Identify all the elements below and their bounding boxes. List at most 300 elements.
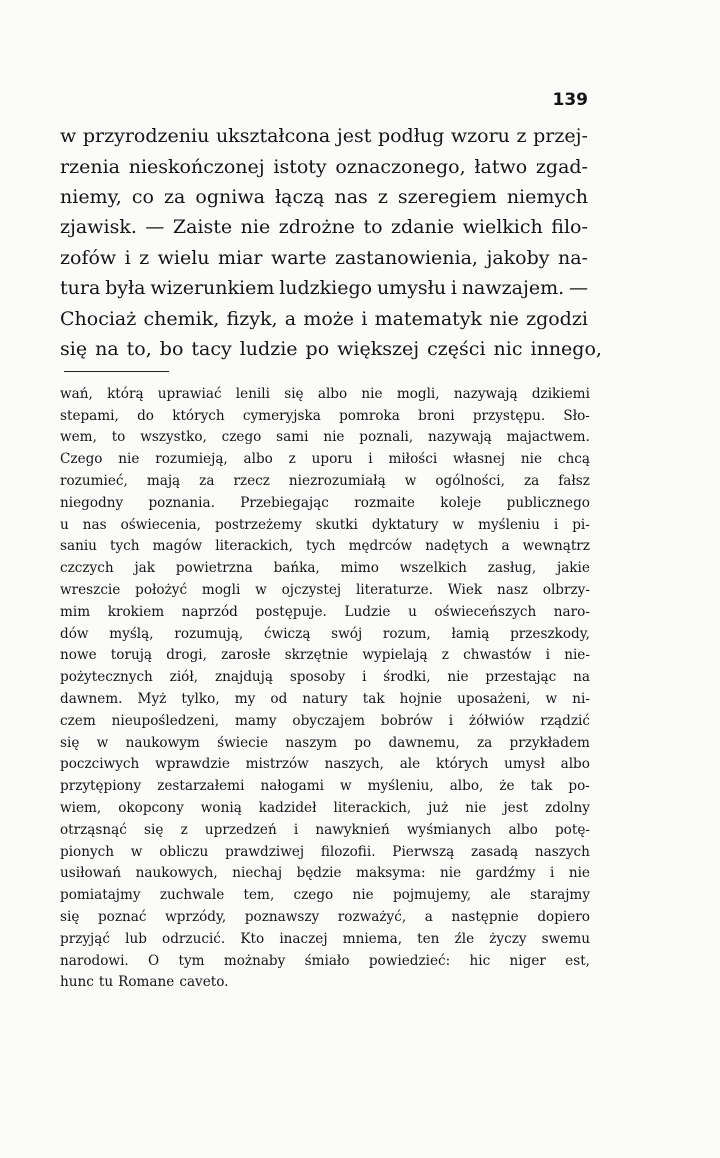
- word: myślą,: [109, 625, 154, 642]
- word: matematyk: [374, 307, 483, 330]
- word: za: [164, 185, 186, 208]
- word: z: [377, 185, 388, 208]
- word: nieupośledzeni,: [111, 712, 220, 729]
- word: ukształcona: [215, 125, 331, 148]
- footnote-line: [60, 383, 590, 405]
- word: dawnemu,: [388, 734, 460, 751]
- word: mistrzów: [245, 756, 309, 773]
- word: inaczej: [279, 930, 328, 947]
- word: jakoby: [486, 246, 550, 269]
- word: na: [95, 337, 119, 360]
- word: czem: [60, 712, 96, 729]
- word: w: [255, 582, 267, 599]
- word: otrząsnąć: [60, 821, 127, 838]
- word: czego: [293, 887, 334, 904]
- word: za: [199, 473, 215, 490]
- word: niechaj: [232, 865, 283, 882]
- word: odrzucić.: [162, 930, 226, 947]
- word: usiłowań: [60, 865, 122, 882]
- word: części: [427, 337, 486, 360]
- word: ogniwa: [195, 185, 265, 208]
- word: zdrożne: [278, 216, 355, 239]
- word: przeszkody,: [510, 625, 590, 642]
- main-text-line: [60, 151, 588, 181]
- main-text-line: [60, 243, 588, 273]
- word: w: [545, 691, 558, 708]
- word: gardźmy: [475, 865, 536, 882]
- word: zofów: [60, 246, 117, 269]
- word: wszelkich: [399, 560, 467, 577]
- page-number: 139: [552, 90, 588, 110]
- word: nazywają: [428, 429, 492, 446]
- word: się: [144, 821, 164, 838]
- word: wprawdzie: [155, 756, 230, 773]
- word: się: [284, 385, 304, 402]
- word: uprzedzeń: [204, 821, 277, 838]
- word: śmiało: [304, 952, 350, 969]
- word: —: [569, 277, 588, 300]
- word: rozumieć,: [60, 473, 128, 490]
- word: Kto: [240, 930, 265, 947]
- word: możnaby: [223, 952, 286, 969]
- word: żółwiów: [468, 712, 525, 729]
- word: naukowych,: [135, 865, 218, 882]
- word: od: [270, 691, 288, 708]
- footnote-line: [60, 492, 590, 514]
- word: mimo: [340, 560, 379, 577]
- word: oznaczonego,: [335, 155, 466, 178]
- word: nie: [440, 865, 462, 882]
- word: jakie: [556, 560, 590, 577]
- word: Romane: [118, 974, 175, 991]
- word: prawdziwej: [225, 843, 305, 860]
- word: zdanie: [391, 216, 455, 239]
- footnote-line: [60, 775, 590, 797]
- word: natury: [302, 691, 348, 708]
- footnote-line: [60, 754, 590, 776]
- word: naszych: [534, 843, 590, 860]
- word: lub: [125, 930, 147, 947]
- word: okopcony: [118, 800, 184, 817]
- word: oświeceńszych: [434, 603, 537, 620]
- word: w: [452, 516, 465, 533]
- footnote-line: [60, 601, 590, 623]
- word: po-: [568, 778, 590, 795]
- word: uposażeni,: [457, 691, 531, 708]
- word: wań,: [60, 385, 93, 402]
- word: życzy: [489, 930, 527, 947]
- word: drogi,: [166, 647, 207, 664]
- word: wprzódy,: [165, 909, 227, 926]
- word: poznali,: [359, 429, 414, 446]
- word: mim: [60, 603, 91, 620]
- word: przej-: [533, 125, 588, 148]
- word: ten: [417, 930, 440, 947]
- word: i: [545, 647, 551, 664]
- word: zjawisk.: [60, 216, 137, 239]
- word: zestarzałemi: [157, 778, 245, 795]
- footnote-line: [60, 841, 590, 863]
- word: na-: [557, 246, 588, 269]
- word: tym: [178, 952, 205, 969]
- word: miar: [218, 246, 263, 269]
- footnote-line: [60, 732, 590, 754]
- word: a: [424, 909, 433, 926]
- word: nawyknień: [315, 821, 390, 838]
- word: po: [305, 337, 330, 360]
- word: i: [124, 246, 131, 269]
- word: naukowym: [125, 734, 200, 751]
- word: Ludzie: [344, 603, 391, 620]
- word: nie: [323, 429, 345, 446]
- word: to: [363, 216, 383, 239]
- word: postrzeżemy: [214, 516, 302, 533]
- word: filo-: [551, 216, 588, 239]
- word: się: [60, 337, 88, 360]
- footnote-line: [60, 536, 590, 558]
- word: rozważyć,: [337, 909, 407, 926]
- word: bo: [159, 337, 184, 360]
- word: kadzideł: [258, 800, 317, 817]
- word: czczych: [60, 560, 114, 577]
- word: obyczajem: [292, 712, 366, 729]
- word: Myż: [137, 691, 167, 708]
- word: sami: [276, 429, 309, 446]
- word: wielu: [157, 246, 210, 269]
- word: naprzód: [181, 603, 238, 620]
- word: jest: [503, 800, 529, 817]
- word: własnej: [453, 451, 506, 468]
- word: magów: [152, 538, 203, 555]
- word: tylko,: [181, 691, 220, 708]
- word: dyktatury: [371, 516, 439, 533]
- word: zuchwale: [159, 887, 225, 904]
- word: krokiem: [107, 603, 165, 620]
- word: fizyk,: [226, 307, 278, 330]
- word: tak: [530, 778, 553, 795]
- word: —: [145, 216, 165, 239]
- word: ojczystej: [281, 582, 342, 599]
- footnote-separator-rule: [64, 371, 169, 372]
- word: naszych,: [324, 756, 384, 773]
- word: niemych: [506, 185, 588, 208]
- word: warte: [270, 246, 327, 269]
- word: stepami,: [60, 407, 119, 424]
- word: powiedzieć:: [368, 952, 451, 969]
- word: my: [234, 691, 256, 708]
- word: saniu: [60, 538, 97, 555]
- word: est,: [565, 952, 590, 969]
- word: starajmy: [530, 887, 590, 904]
- footnote-text: [60, 383, 590, 993]
- word: naro-: [553, 603, 590, 620]
- word: za: [476, 734, 493, 751]
- word: fałsz: [558, 473, 590, 490]
- word: z: [288, 451, 296, 468]
- word: i: [448, 712, 454, 729]
- word: innego,: [530, 337, 602, 360]
- word: u: [60, 516, 69, 533]
- word: w: [130, 843, 143, 860]
- word: zgodzi: [526, 307, 588, 330]
- word: wyśmianych: [406, 821, 492, 838]
- word: miłości: [388, 451, 438, 468]
- footnote-line: [60, 623, 590, 645]
- footnote-line: [60, 579, 590, 601]
- word: przystępu.: [472, 407, 546, 424]
- word: wreszcie: [60, 582, 121, 599]
- word: w: [404, 473, 417, 490]
- footnote-line: [60, 666, 590, 688]
- word: publicznego: [506, 494, 590, 511]
- word: i: [553, 516, 559, 533]
- footnote-line: [60, 928, 590, 950]
- word: położyć: [135, 582, 188, 599]
- word: przytępiony: [60, 778, 142, 795]
- word: skrzętnie: [284, 647, 349, 664]
- word: większej: [337, 337, 420, 360]
- word: nadętych: [425, 538, 489, 555]
- word: nic: [493, 337, 523, 360]
- word: chcą: [557, 451, 590, 468]
- word: ale: [490, 887, 511, 904]
- word: pomroka: [339, 407, 400, 424]
- word: albo: [317, 385, 348, 402]
- word: albo,: [449, 778, 484, 795]
- word: albo: [508, 821, 538, 838]
- word: zasadą: [470, 843, 519, 860]
- word: majactwem.: [506, 429, 590, 446]
- word: tu: [98, 974, 114, 991]
- main-text-line: [60, 121, 588, 151]
- word: tacy: [191, 337, 232, 360]
- word: bobrów: [380, 712, 433, 729]
- word: mogli: [201, 582, 241, 599]
- word: szeregiem: [397, 185, 497, 208]
- word: dów: [60, 625, 89, 642]
- word: myśleniu,: [367, 778, 434, 795]
- footnote-line: [60, 797, 590, 819]
- word: albo: [243, 451, 273, 468]
- word: Zaiste: [172, 216, 233, 239]
- word: w: [339, 778, 352, 795]
- word: broni: [418, 407, 455, 424]
- word: nie: [240, 216, 271, 239]
- word: rzecz: [233, 473, 270, 490]
- word: przyjąć: [60, 930, 110, 947]
- word: nie: [489, 307, 519, 330]
- word: podług: [377, 125, 445, 148]
- word: rozumują,: [174, 625, 244, 642]
- word: z: [441, 647, 449, 664]
- word: nie: [118, 451, 140, 468]
- footnote-line: [60, 557, 590, 579]
- word: za: [523, 473, 540, 490]
- word: Sło-: [563, 407, 590, 424]
- word: tych: [306, 538, 336, 555]
- word: rozmaite: [354, 494, 415, 511]
- word: caveto.: [179, 974, 229, 991]
- word: znajdują: [214, 669, 273, 686]
- footnote-line: [60, 863, 590, 885]
- word: umysł: [504, 756, 545, 773]
- word: z: [180, 821, 188, 838]
- word: hic: [469, 952, 491, 969]
- word: po: [354, 734, 372, 751]
- word: wzoru: [450, 125, 510, 148]
- word: wem,: [60, 429, 97, 446]
- word: dopiero: [537, 909, 590, 926]
- word: mogli,: [396, 385, 440, 402]
- word: których: [435, 756, 489, 773]
- footnote-line: [60, 427, 590, 449]
- word: lenili: [235, 385, 270, 402]
- word: z: [139, 246, 150, 269]
- word: łatwo: [474, 155, 528, 178]
- word: potę-: [554, 821, 590, 838]
- word: zdolny: [545, 800, 590, 817]
- word: mędrców: [348, 538, 413, 555]
- word: ogólności,: [435, 473, 505, 490]
- word: w: [96, 734, 109, 751]
- footnote-line: [60, 645, 590, 667]
- word: ludzkiego: [279, 277, 373, 300]
- word: i: [362, 669, 367, 686]
- footnote-line: [60, 688, 590, 710]
- word: nie: [447, 669, 469, 686]
- word: na: [573, 669, 590, 686]
- word: poczciwych: [60, 756, 140, 773]
- word: nie: [465, 800, 487, 817]
- main-text-line: [60, 212, 588, 242]
- word: niezrozumiałą: [288, 473, 386, 490]
- word: których: [172, 407, 225, 424]
- word: filozofii.: [320, 843, 376, 860]
- word: ni-: [572, 691, 590, 708]
- word: obliczu: [159, 843, 209, 860]
- word: cymeryjska: [242, 407, 321, 424]
- word: już: [428, 800, 449, 817]
- word: nawzajem.: [461, 277, 565, 300]
- word: nas: [82, 516, 107, 533]
- word: wiem,: [60, 800, 102, 817]
- footnote-line: [60, 906, 590, 928]
- word: literackich,: [333, 800, 412, 817]
- word: rzenia: [60, 155, 120, 178]
- word: a: [284, 307, 297, 330]
- word: maksyma:: [356, 865, 426, 882]
- main-text-line: [60, 273, 588, 303]
- word: skutki: [315, 516, 358, 533]
- word: łamią: [451, 625, 490, 642]
- word: O: [148, 952, 160, 969]
- word: zasług,: [487, 560, 537, 577]
- footnote-line: [60, 470, 590, 492]
- word: pionych: [60, 843, 115, 860]
- word: torują: [110, 647, 153, 664]
- word: była: [105, 277, 146, 300]
- word: dzikiemi: [531, 385, 590, 402]
- word: w: [60, 125, 77, 148]
- word: mniema,: [342, 930, 403, 947]
- word: Czego: [60, 451, 103, 468]
- word: nie: [352, 887, 374, 904]
- word: umysłu: [376, 277, 447, 300]
- word: literackich,: [215, 538, 293, 555]
- word: pomiatajmy: [60, 887, 141, 904]
- word: istoty: [273, 155, 327, 178]
- word: Wiek: [447, 582, 483, 599]
- word: nieskończonej: [128, 155, 265, 178]
- word: wizerunkiem: [150, 277, 275, 300]
- word: nazywają: [453, 385, 518, 402]
- word: to,: [126, 337, 152, 360]
- word: nasz: [496, 582, 528, 599]
- word: tak: [362, 691, 385, 708]
- word: chwastów: [463, 647, 532, 664]
- footnote-line: [60, 448, 590, 470]
- word: wszystko,: [140, 429, 207, 446]
- word: Chociaż: [60, 307, 137, 330]
- main-text-line: [60, 182, 588, 212]
- word: bańka,: [273, 560, 320, 577]
- footnote-line: [60, 972, 590, 994]
- footnote-line: [60, 819, 590, 841]
- main-text: [60, 121, 602, 364]
- word: pożytecznych: [60, 669, 153, 686]
- word: swemu: [541, 930, 590, 947]
- word: nie: [520, 451, 543, 468]
- word: będzie: [296, 865, 342, 882]
- word: i: [368, 451, 373, 468]
- word: i: [293, 821, 299, 838]
- word: może: [303, 307, 355, 330]
- word: zastanowienia,: [334, 246, 478, 269]
- word: tem,: [243, 887, 275, 904]
- word: nałogami: [260, 778, 324, 795]
- word: pojmujemy,: [392, 887, 472, 904]
- word: wonią: [200, 800, 242, 817]
- word: dawnem.: [60, 691, 123, 708]
- word: rządzić: [540, 712, 590, 729]
- word: środki,: [383, 669, 431, 686]
- word: nowe: [60, 647, 97, 664]
- word: zgad-: [535, 155, 588, 178]
- word: oświecenia,: [120, 516, 201, 533]
- word: sposoby: [289, 669, 346, 686]
- word: uporu: [311, 451, 353, 468]
- word: chemik,: [143, 307, 220, 330]
- word: poznania.: [148, 494, 215, 511]
- word: rozum,: [382, 625, 431, 642]
- word: myśleniu: [478, 516, 540, 533]
- word: jak: [134, 560, 155, 577]
- footnote-line: [60, 514, 590, 536]
- word: wielkich: [462, 216, 543, 239]
- footnote-line: [60, 405, 590, 427]
- word: hunc: [60, 974, 94, 991]
- word: hojnie: [399, 691, 442, 708]
- word: swój: [331, 625, 363, 642]
- word: naszym: [285, 734, 337, 751]
- word: łączą: [274, 185, 325, 208]
- word: z: [516, 125, 527, 148]
- word: zarosłe: [221, 647, 271, 664]
- word: Pierwszą: [392, 843, 455, 860]
- footnote-line: [60, 884, 590, 906]
- word: ćwiczą: [263, 625, 311, 642]
- word: wewnątrz: [522, 538, 590, 555]
